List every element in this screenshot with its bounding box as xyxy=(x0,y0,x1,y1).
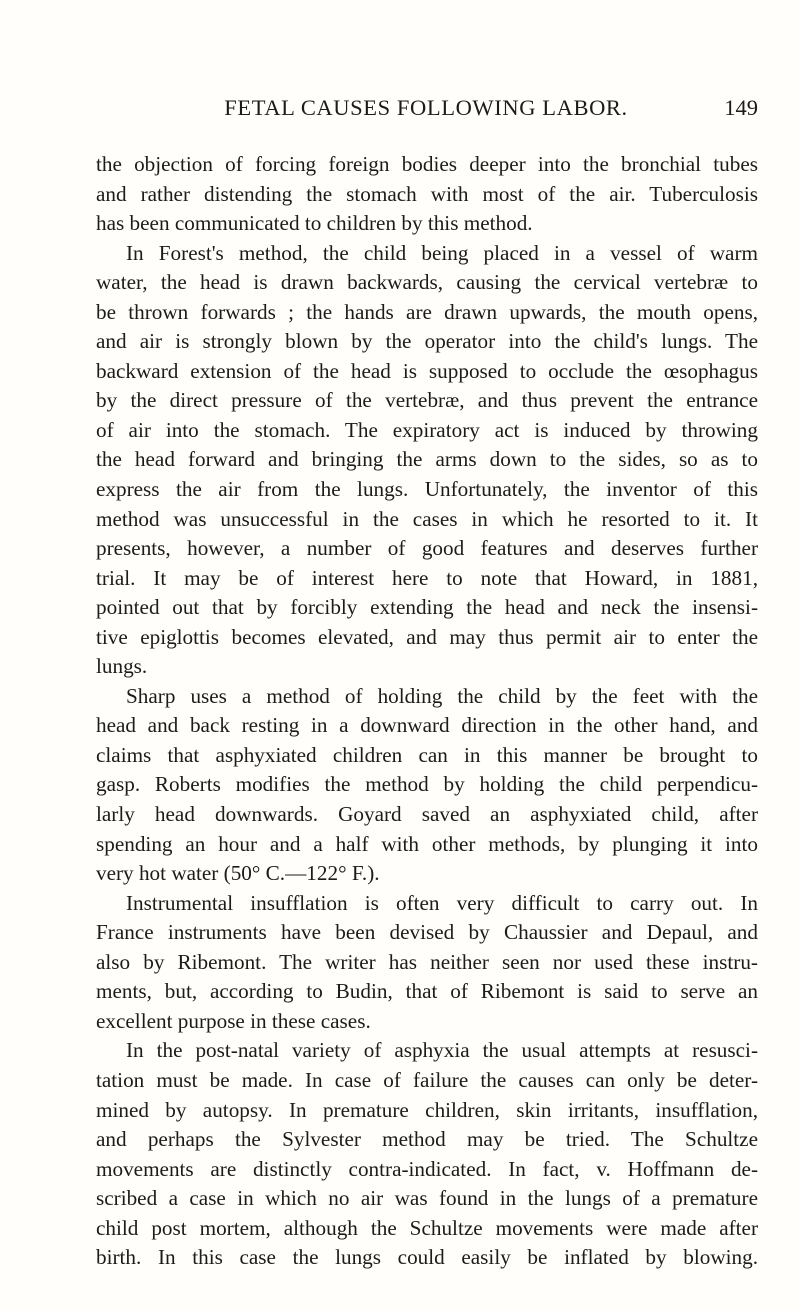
text-line: trial. It may be of interest here to note that Howard, in 1881, xyxy=(96,565,758,590)
text-line: lungs. xyxy=(96,654,148,679)
text-line: movements are distinctly contra-indicated. In fact, v. Hoffmann de- xyxy=(96,1156,758,1181)
text-line: In Forest's method, the child being placed in a vessel of warm xyxy=(126,240,758,265)
text-line: and air is strongly blown by the operator into the child's lungs. The xyxy=(96,329,758,354)
body-text xyxy=(96,150,758,1273)
text-line: the head forward and bringing the arms down to the sides, so as to xyxy=(96,447,758,472)
text-line: the objection of forcing foreign bodies deeper into the bronchial tubes xyxy=(96,152,758,176)
text-line: also by Ribemont. The writer has neither seen nor used these instru- xyxy=(96,949,758,974)
text-line: water, the head is drawn backwards, causing the cervical vertebræ to xyxy=(96,270,758,295)
text-line: Sharp uses a method of holding the child by the feet with the xyxy=(126,683,758,708)
text-line: method was unsuccessful in the cases in which he resorted to it. It xyxy=(96,506,758,531)
text-line: claims that asphyxiated children can in this manner be brought to xyxy=(96,742,758,767)
text-line: tation must be made. In case of failure the causes can only be deter- xyxy=(96,1067,758,1092)
text-line: excellent purpose in these cases. xyxy=(96,1008,371,1033)
text-line: and perhaps the Sylvester method may be tried. The Schultze xyxy=(96,1127,758,1152)
text-line: France instruments have been devised by Chaussier and Depaul, and xyxy=(96,920,758,945)
text-line: presents, however, a number of good features and deserves further xyxy=(96,536,758,561)
text-line: express the air from the lungs. Unfortunately, the inventor of this xyxy=(96,477,758,502)
text-line: child post mortem, although the Schultze movements were made after xyxy=(96,1215,758,1240)
text-line: backward extension of the head is supposed to occlude the œsophagus xyxy=(96,358,758,383)
text-line: very hot water (50° C.—122° F.). xyxy=(96,861,380,886)
text-line: and rather distending the stomach with most of the air. Tuberculosis xyxy=(96,181,758,206)
running-title: FETAL CAUSES FOLLOWING LABOR. xyxy=(224,95,628,120)
text-line: by the direct pressure of the vertebræ, and thus prevent the entrance xyxy=(96,388,758,413)
text-line: pointed out that by forcibly extending the head and neck the insensi- xyxy=(96,595,758,620)
text-line: mined by autopsy. In premature children, skin irritants, insufflation, xyxy=(96,1097,758,1122)
text-line: larly head downwards. Goyard saved an asphyxiated child, after xyxy=(96,802,758,827)
text-line: Instrumental insufflation is often very difficult to carry out. In xyxy=(126,890,758,915)
running-head xyxy=(94,94,758,124)
text-line: has been communicated to children by this method. xyxy=(96,211,533,236)
text-line: scribed a case in which no air was found in the lungs of a premature xyxy=(96,1186,758,1211)
text-line: gasp. Roberts modifies the method by holding the child perpendicu- xyxy=(96,772,758,797)
text-line: of air into the stomach. The expiratory act is induced by throwing xyxy=(96,417,758,442)
text-line: be thrown forwards ; the hands are drawn upwards, the mouth opens, xyxy=(96,299,758,324)
text-line: tive epiglottis becomes elevated, and may thus permit air to enter the xyxy=(96,624,758,649)
page-number: 149 xyxy=(724,95,758,120)
text-line: In the post-natal variety of asphyxia the usual attempts at resusci- xyxy=(126,1038,758,1063)
text-line: birth. In this case the lungs could easily be inflated by blowing. xyxy=(96,1245,758,1270)
text-line: ments, but, according to Budin, that of Ribemont is said to serve an xyxy=(96,979,758,1004)
text-line: head and back resting in a downward direction in the other hand, and xyxy=(96,713,758,738)
text-line: spending an hour and a half with other methods, by plunging it into xyxy=(96,831,758,856)
